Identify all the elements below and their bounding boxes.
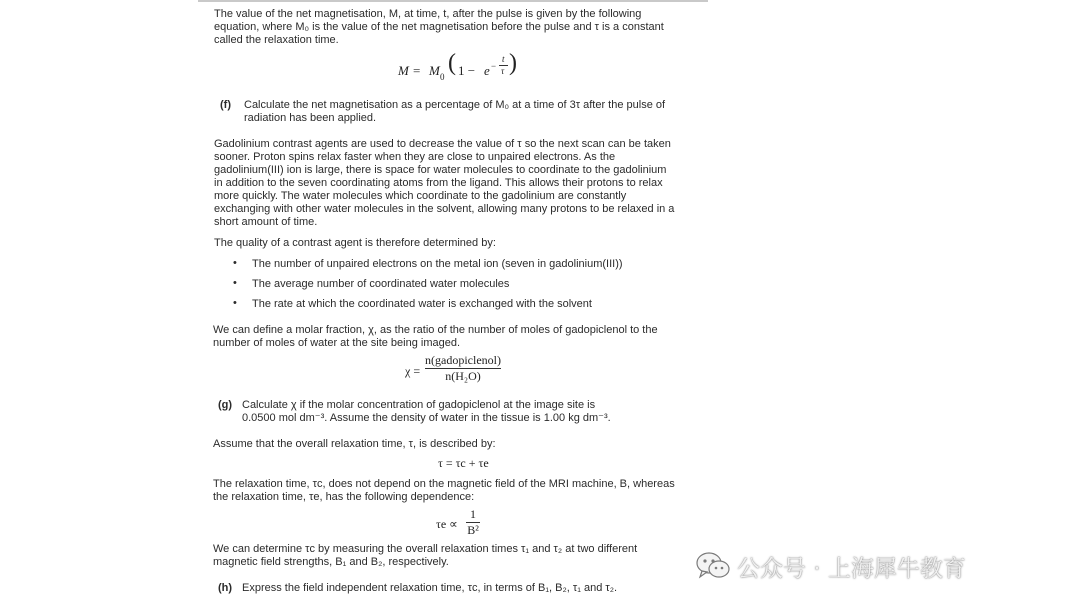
bullet-marker: • (233, 277, 237, 289)
molar-fraction-line-1: We can define a molar fraction, χ, as the ratio of the number of moles of gadopiclenol to the (213, 324, 658, 336)
eq-exp-minus: − (491, 61, 497, 71)
tau-e-numerator: 1 (470, 507, 476, 521)
eq-lhs: M (398, 63, 409, 78)
bullet-text: The rate at which the coordinated water is exchanged with the solvent (252, 298, 592, 310)
question-g-line-1: Calculate χ if the molar concentration of gadopiclenol at the image site is (242, 399, 596, 411)
chi-numerator: n(gadopiclenol) (425, 353, 501, 367)
intro-line-3: called the relaxation time. (214, 34, 339, 46)
question-h-text: Express the field independent relaxation time, τc, in terms of B₁, B₂, τ₁ and τ₂. (242, 582, 618, 594)
wechat-watermark (695, 549, 966, 583)
question-g-label: (g) (218, 399, 233, 411)
tau-e-denominator: B² (467, 523, 479, 537)
tau-e-fraction (466, 508, 480, 537)
chi-equation-lhs: χ = (405, 364, 421, 378)
dependence-line-1: The relaxation time, τc, does not depend on the magnetic field of the MRI machine, B, whereas (213, 478, 675, 490)
quality-intro: The quality of a contrast agent is therefore determined by: (214, 237, 496, 249)
document-page (198, 0, 708, 607)
intro-line-1: The value of the net magnetisation, M, at time, t, after the pulse is given by the following (214, 8, 642, 20)
question-f-line-2: radiation has been applied. (244, 112, 377, 124)
bullet-marker: • (233, 297, 237, 309)
gadolinium-line: exchanging with other water molecules in the solvent, allowing many protons to be relaxed in a (214, 203, 675, 215)
determine-line-2: magnetic field strengths, B₁ and B₂, respectively. (213, 556, 449, 568)
bullet-text: The average number of coordinated water molecules (252, 278, 510, 290)
gadolinium-line: sooner. Proton spins relax faster when they are close to unpaired electrons. As the (214, 151, 616, 163)
eq-paren-close: ) (509, 50, 517, 76)
tau-equation: τ = τc + τe (438, 456, 489, 470)
bullet-marker: • (233, 257, 237, 269)
gadolinium-line: gadolinium(III) ion is large, there is space for water molecules to coordinate to the gadolinium (214, 164, 667, 176)
tau-e-lhs: τe ∝ (436, 517, 458, 531)
dependence-line-2: the relaxation time, τe, has the following dependence: (213, 491, 475, 503)
question-h-label: (h) (218, 582, 233, 594)
molar-fraction-line-2: number of moles of water at the site being imaged. (213, 337, 461, 349)
relaxation-intro: Assume that the overall relaxation time, τ, is described by: (213, 438, 496, 450)
chi-fraction (425, 354, 501, 383)
eq-equals: = (413, 63, 421, 78)
gadolinium-line: in addition to the seven coordinating atoms from the ligand. This allows their protons to relax (214, 177, 663, 189)
gadolinium-line: more quickly. The water molecules which coordinate to the gadolinium are constantly (214, 190, 627, 202)
question-g-line-2: 0.0500 mol dm⁻³. Assume the density of water in the tissue is 1.00 kg dm⁻³. (242, 412, 611, 424)
question-f-line-1: Calculate the net magnetisation as a percentage of M₀ at a time of 3τ after the pulse of (244, 99, 666, 111)
eq-paren-open: ( (448, 50, 456, 76)
question-f-label: (f) (220, 99, 231, 111)
eq-one-minus: 1 − (458, 63, 476, 78)
chi-denominator: n(H₂O) (445, 369, 481, 383)
wechat-icon (695, 551, 731, 581)
intro-line-2: equation, where M₀ is the value of the net magnetisation before the pulse and τ is a constant (214, 21, 664, 33)
eq-e: e (484, 63, 490, 78)
eq-exp-numerator: t (502, 54, 505, 64)
bullet-text: The number of unpaired electrons on the metal ion (seven in gadolinium(III)) (252, 258, 623, 270)
determine-line-1: We can determine τc by measuring the overall relaxation times τ₁ and τ₂ at two different (213, 543, 638, 555)
gadolinium-line: Gadolinium contrast agents are used to decrease the value of τ so the next scan can be taken (214, 138, 671, 150)
eq-m0: M (429, 63, 440, 78)
gadolinium-line: short amount of time. (214, 216, 318, 228)
eq-exp-denominator: τ (501, 66, 505, 76)
watermark-text: 公众号 · 上海犀牛教育 (737, 555, 966, 582)
eq-m0-subscript: 0 (440, 72, 445, 82)
